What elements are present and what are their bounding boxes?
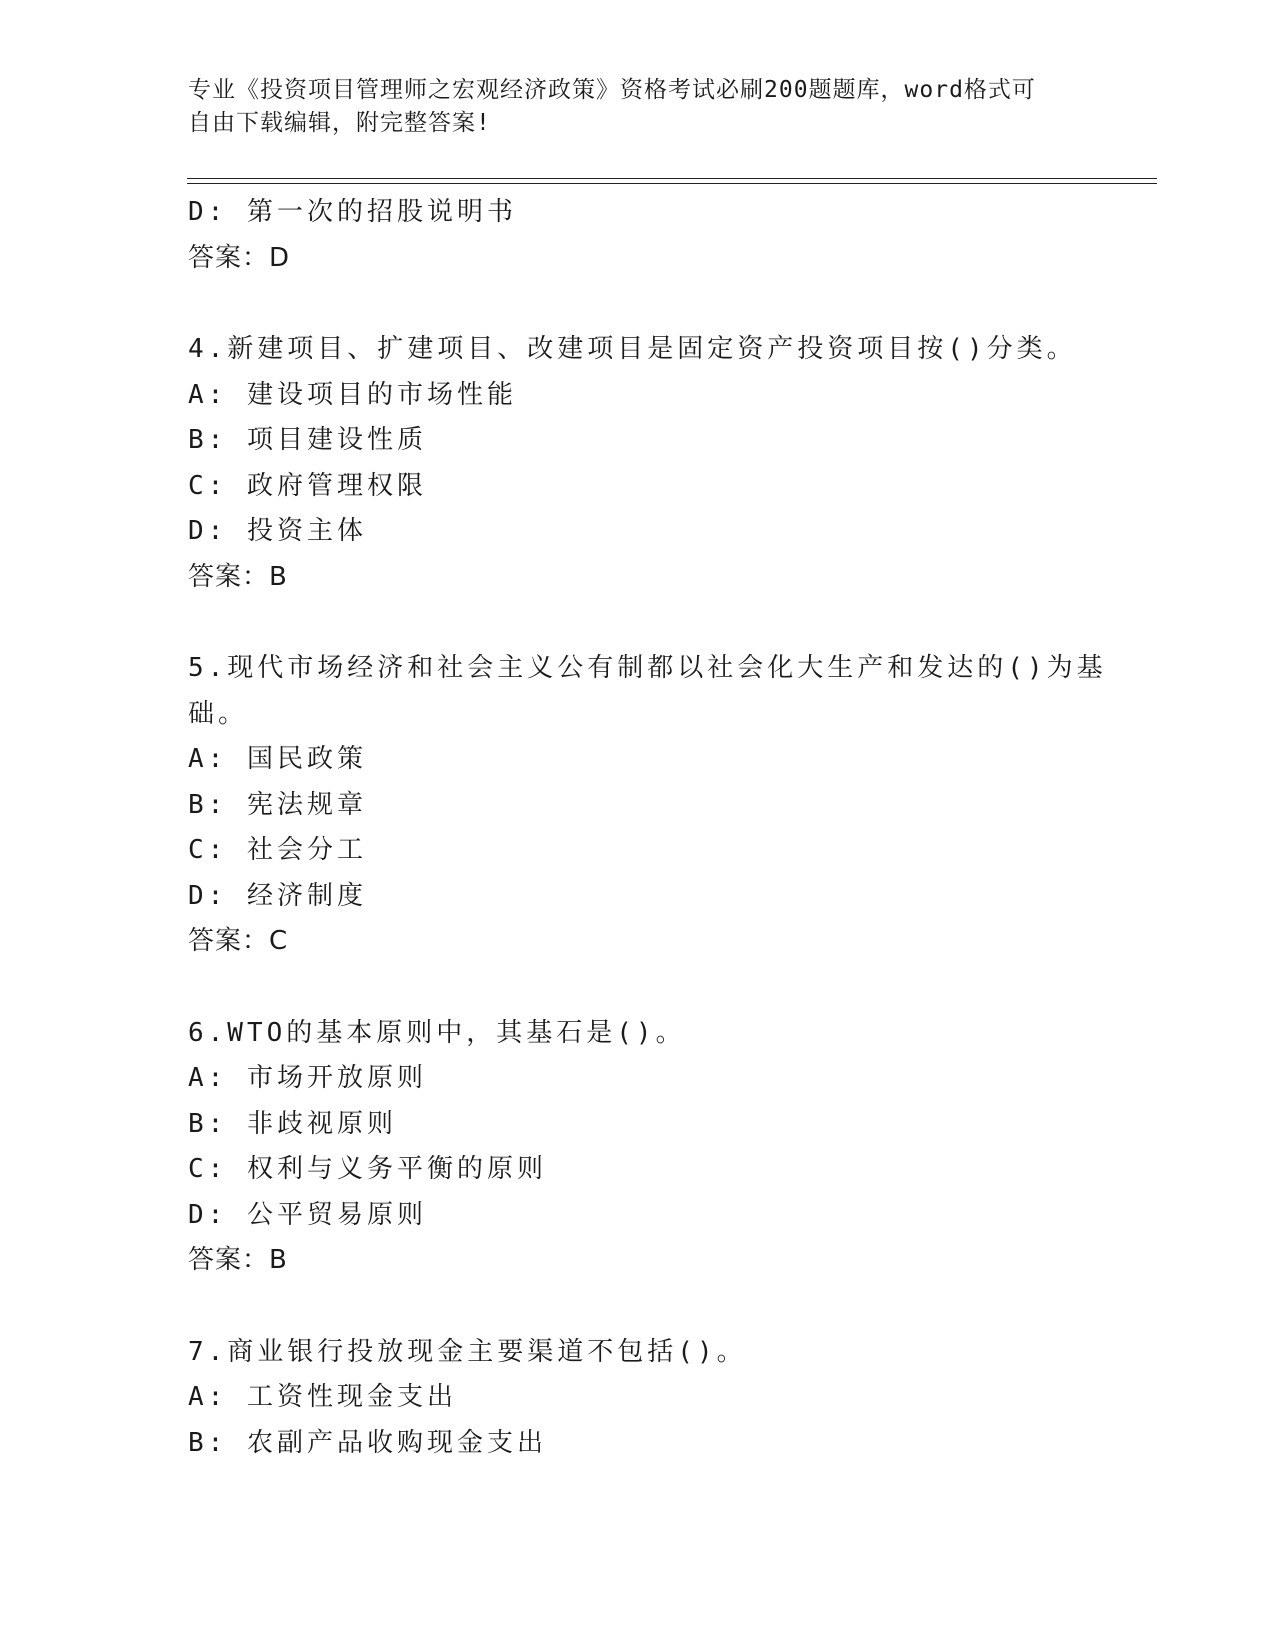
option-b: B: 农副产品收购现金支出 xyxy=(188,1427,547,1458)
option-a: A: 工资性现金支出 xyxy=(188,1382,457,1412)
question-stem-continued: 础。 xyxy=(188,698,249,729)
option-d: D: 经济制度 xyxy=(188,880,367,911)
option-d: D: 公平贸易原则 xyxy=(188,1199,427,1230)
answer-line: 答案：B xyxy=(188,561,288,592)
option-c: C: 权利与义务平衡的原则 xyxy=(188,1154,547,1184)
question-stem: 7.商业银行投放现金主要渠道不包括()。 xyxy=(188,1336,747,1367)
option-b: B: 宪法规章 xyxy=(188,789,367,820)
header-double-rule xyxy=(187,178,1157,184)
spacer xyxy=(188,1284,1088,1330)
question-stem: 4.新建项目、扩建项目、改建项目是固定资产投资项目按()分类。 xyxy=(188,334,1077,364)
option-b: B: 项目建设性质 xyxy=(188,425,427,455)
answer-line: 答案：B xyxy=(188,1245,288,1275)
option-a: A: 国民政策 xyxy=(188,744,367,774)
answer-line: 答案：C xyxy=(188,926,289,956)
option-a: A: 建设项目的市场性能 xyxy=(188,379,517,410)
option-a: A: 市场开放原则 xyxy=(188,1063,427,1093)
spacer xyxy=(188,281,1088,327)
header-title-line-2: 自由下载编辑，附完整答案! xyxy=(188,110,491,136)
spacer xyxy=(188,600,1088,646)
option-d: D: 第一次的招股说明书 xyxy=(188,197,517,227)
document-header xyxy=(188,74,1068,140)
option-c: C: 社会分工 xyxy=(188,835,367,865)
answer-line: 答案：D xyxy=(188,242,291,273)
spacer xyxy=(188,965,1088,1011)
option-b: B: 非歧视原则 xyxy=(188,1108,397,1139)
option-d: D: 投资主体 xyxy=(188,516,367,546)
question-list xyxy=(188,190,1107,1466)
option-c: C: 政府管理权限 xyxy=(188,470,427,501)
header-title-line-1: 专业《投资项目管理师之宏观经济政策》资格考试必刷200题题库，word格式可 xyxy=(188,77,1036,103)
question-stem: 6.WTO的基本原则中，其基石是()。 xyxy=(188,1017,686,1048)
question-stem: 5.现代市场经济和社会主义公有制都以社会化大生产和发达的()为基 xyxy=(188,653,1107,683)
